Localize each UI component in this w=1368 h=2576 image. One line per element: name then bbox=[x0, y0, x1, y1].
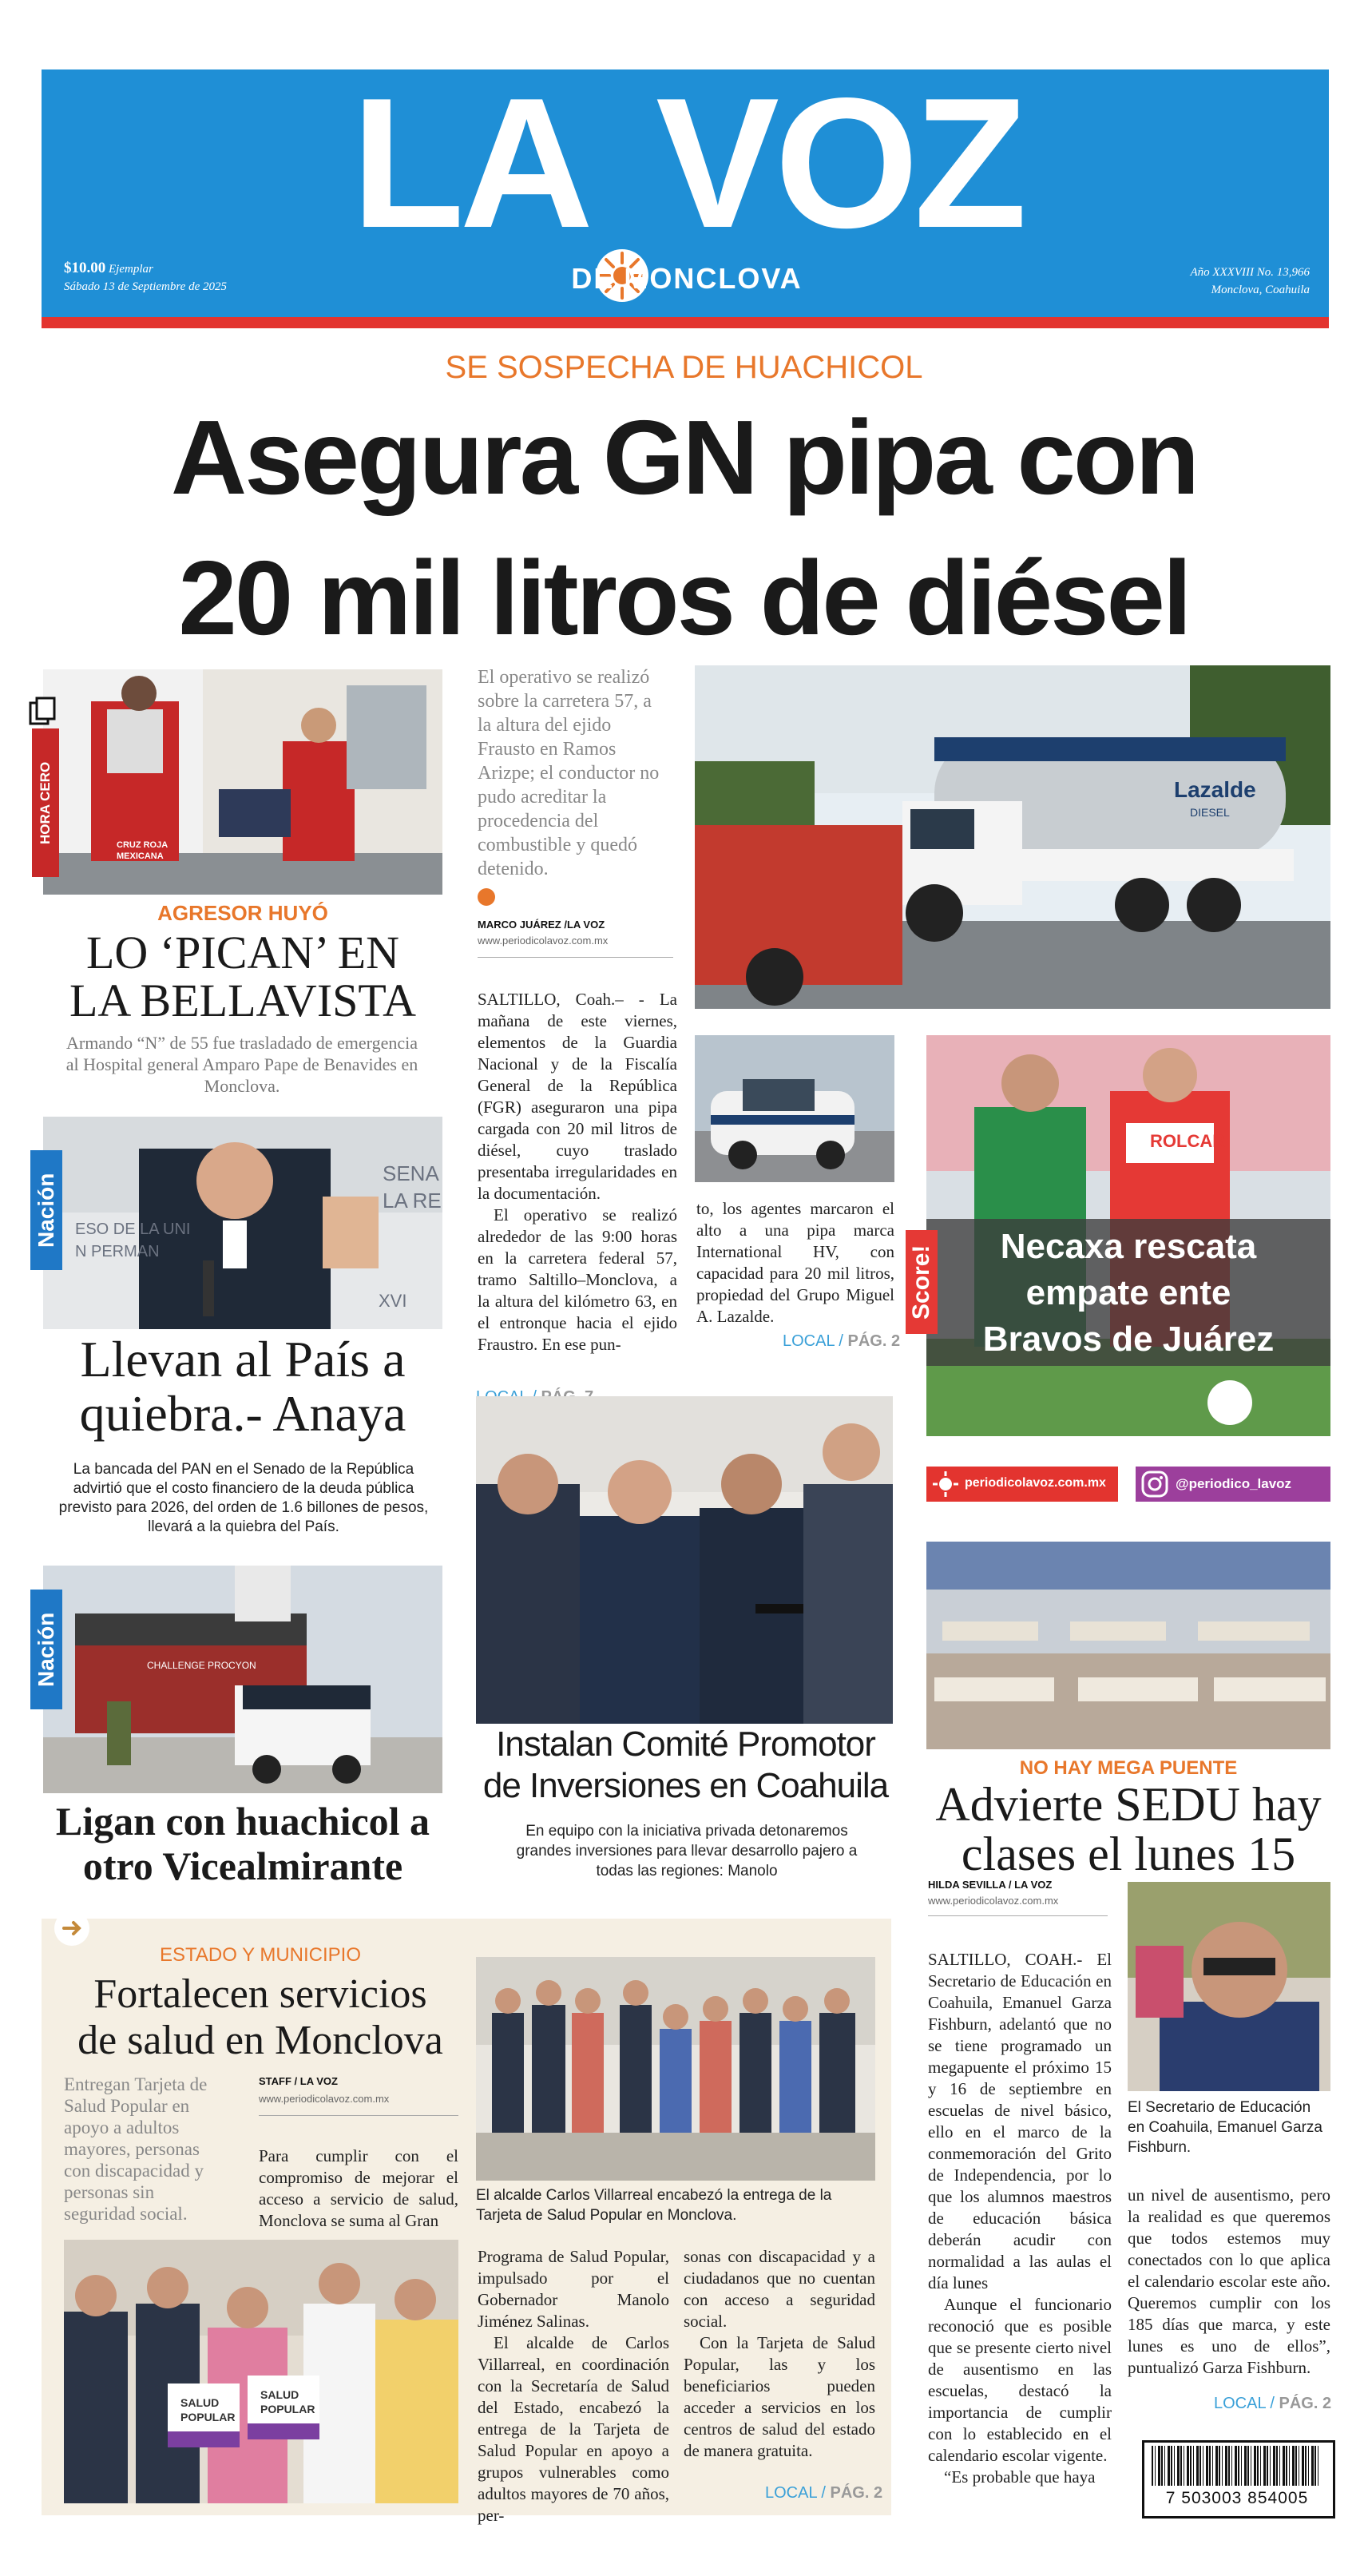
committee-deck: En equipo con la iniciativa privada detonaremos grandes inversiones para llevar desarrollo pajero a todas las regiones: Manolo bbox=[516, 1823, 858, 1879]
sedu-body-col2 bbox=[1128, 2185, 1330, 2379]
health-col1 bbox=[478, 2246, 669, 2526]
nacion-tab-2: Nación bbox=[30, 1590, 62, 1709]
health-byline bbox=[259, 2075, 338, 2087]
sedu-divider bbox=[928, 1915, 1108, 1916]
lead-url: www.periodicolavoz.com.mx bbox=[478, 935, 609, 947]
sports-headline-line2: empate ente bbox=[1025, 1273, 1231, 1312]
web-sun-icon bbox=[931, 1470, 960, 1498]
arrow-icon bbox=[54, 1911, 89, 1946]
vicealmirante-headline-line2: otro Vicealmirante bbox=[82, 1844, 403, 1888]
barcode-number: 7 503003 854005 bbox=[1165, 2489, 1309, 2507]
health-cards-photo bbox=[64, 2240, 458, 2503]
masthead-subtitle: DE MONCLOVA bbox=[571, 262, 803, 295]
lead-body-p1: SALTILLO, Coah.– - La mañana de este viernes, elementos de la Guardia Nacional y de la Fiscalía General de la República (FGR) aseguraron una pipa cargada con 20 mil litros de diésel, cuyo traslado presentaba irregularidades en la documentación. bbox=[478, 990, 677, 1203]
ambulance-photo-text1: CRUZ ROJA bbox=[117, 840, 169, 850]
sedu-byline-org: / LA VOZ bbox=[1008, 1879, 1053, 1891]
price: $10.00 bbox=[64, 260, 106, 276]
crime-headline bbox=[35, 929, 450, 1025]
lead-ref-page: PÁG. 2 bbox=[847, 1332, 901, 1350]
ship-name: CHALLENGE PROCYON bbox=[147, 1660, 256, 1671]
lead-body-col1 bbox=[478, 989, 677, 1355]
health-intro-p: Para cumplir con el compromiso de mejorar el acceso a servicio de salud, Monclova se suma al Gran bbox=[259, 2146, 458, 2230]
sedu-kicker: NO HAY MEGA PUENTE bbox=[1019, 1757, 1238, 1779]
barcode-bars bbox=[1152, 2446, 1321, 2486]
sedu-body-p1: SALTILLO, COAH.- El Secretario de Educación en Coahuila, Emanuel Garza Fishburn, adelantó que no se tiene programado un megapuente el próximo 15 y 16 de septiembre en escuelas de nivel básico, ello en el marco de la conmemoración del Grito de Independencia, por lo que los alumnos maestros de educación básica deberán acudir con normalidad a las aulas el día lunes bbox=[928, 1950, 1112, 2292]
anaya-backdrop3: ESO DE LA UNI bbox=[75, 1221, 191, 1238]
price-block bbox=[64, 260, 227, 296]
hora-cero-tab: HORA CERO bbox=[32, 728, 59, 877]
sports-headline-line3: Bravos de Juárez bbox=[982, 1320, 1275, 1359]
lead-ref-section: LOCAL bbox=[783, 1332, 835, 1350]
crime-headline-line1: LO ‘PICAN’ EN bbox=[86, 927, 399, 978]
sedu-url: www.periodicolavoz.com.mx bbox=[928, 1895, 1059, 1907]
health-group-caption: El alcalde Carlos Villarreal encabezó la entrega de la Tarjeta de Salud Popular en Monclova. bbox=[476, 2187, 832, 2224]
sports-headline bbox=[926, 1224, 1330, 1363]
lead-kicker: SE SOSPECHA DE HUACHICOL bbox=[445, 350, 923, 385]
nacion-tab-1: Nación bbox=[30, 1150, 62, 1270]
secretary-caption: El Secretario de Educación en Coahuila, Emanuel Garza Fishburn. bbox=[1128, 2099, 1322, 2156]
tanker-photo bbox=[695, 665, 1330, 1009]
anaya-deck: La bancada del PAN en el Senado de la República advirtió que el costo financiero de la deuda pública previsto para 2026, del orden de 1.6 billones de pesos, llevará a la quiebra del País. bbox=[58, 1461, 429, 1535]
health-col1-p2: El alcalde de Carlos Villarreal, en coordinación con la Secretaría de Salud del Estado, encabezó la entrega de la Tarjeta de Salud Popular en apoyo a grupos vulnerables como adultos mayores de 70 años, per- bbox=[478, 2333, 669, 2525]
anaya-headline-line1: Llevan al País a bbox=[80, 1331, 406, 1387]
health-url: www.periodicolavoz.com.mx bbox=[259, 2093, 390, 2105]
vicealmirante-headline bbox=[35, 1799, 450, 1888]
anaya-backdrop1: SENA bbox=[383, 1161, 439, 1185]
lead-body-p2: El operativo se realizó alrededor de las 9:00 horas en la carretera federal 57, tramo Saltillo–Monclova, a la altura del kilómetro 63, en el entronque hacia el ejido Fraustro. En ese pun- bbox=[478, 1205, 677, 1354]
anaya-backdrop2: LA RE bbox=[383, 1189, 442, 1213]
edition-number: Año XXXVIII No. 13,966 bbox=[1190, 266, 1310, 279]
committee-headline bbox=[468, 1724, 903, 1807]
sedu-ref-page: PÁG. 2 bbox=[1279, 2395, 1332, 2412]
anaya-photo bbox=[43, 1117, 442, 1329]
lead-body-p3: to, los agentes marcaron el alto a una pipa marca International HV, con capacidad para 20 mil litros, propiedad del Grupo Miguel A. Lazalde. bbox=[696, 1199, 894, 1326]
anaya-headline bbox=[35, 1332, 450, 1441]
health-kicker: ESTADO Y MUNICIPIO bbox=[159, 1944, 362, 1966]
sports-headline-line1: Necaxa rescata bbox=[1000, 1227, 1257, 1266]
lead-byline-name: MARCO JUÁREZ bbox=[478, 919, 561, 931]
ambulance-photo bbox=[43, 669, 442, 895]
lead-divider bbox=[478, 957, 673, 958]
health-col2-p1: sonas con discapacidad y a ciudadanos que no cuentan con acceso a seguridad social. bbox=[684, 2247, 875, 2331]
health-col2-p2: Con la Tarjeta de Salud Popular, las y los beneficiarios pueden acceder a servicios en los centros de salud del estado de manera gratuita. bbox=[684, 2333, 875, 2460]
sedu-headline-line1: Advierte SEDU hay bbox=[935, 1778, 1322, 1831]
masthead-title-left: LA bbox=[351, 60, 589, 267]
tanker-label2: DIESEL bbox=[1190, 806, 1230, 819]
health-headline bbox=[48, 1971, 473, 2064]
sedu-ref: LOCAL / PÁG. 2 bbox=[1214, 2395, 1332, 2412]
anaya-backdrop5: XVI bbox=[379, 1291, 407, 1311]
edition-location: Monclova, Coahuila bbox=[1211, 284, 1310, 296]
lead-body-col2 bbox=[696, 1198, 894, 1328]
health-headline-line2: de salud en Monclova bbox=[77, 2018, 443, 2063]
sedu-body-p2: Aunque el funcionario reconoció que es posible que se presente cierto nivel de ausentismo en las escuelas, destacó la importancia de cumplir con lo establecido en el calendario escolar vigente. bbox=[928, 2295, 1112, 2465]
anaya-backdrop4: N PERMAN bbox=[75, 1243, 160, 1260]
lead-headline-line1: Asegura GN pipa con bbox=[170, 399, 1198, 516]
vicealmirante-headline-line1: Ligan con huachicol a bbox=[55, 1799, 430, 1844]
lead-byline bbox=[478, 919, 605, 931]
sedu-headline bbox=[918, 1780, 1338, 1879]
lead-byline-org: /LA VOZ bbox=[564, 919, 605, 931]
health-byline-name: STAFF bbox=[259, 2075, 291, 2087]
lead-headline bbox=[16, 387, 1352, 669]
committee-headline-line1: Instalan Comité Promotor bbox=[496, 1725, 875, 1764]
classroom-photo bbox=[926, 1542, 1330, 1749]
jersey-text: ROLCAR bbox=[1150, 1131, 1226, 1151]
edition-block bbox=[1038, 264, 1310, 299]
ambulance-photo-text2: MEXICANA bbox=[117, 851, 164, 861]
sedu-byline-name: HILDA SEVILLA bbox=[928, 1879, 1006, 1891]
health-card2-text2: POPULAR bbox=[260, 2403, 315, 2415]
health-col2 bbox=[684, 2246, 875, 2462]
sun-logo-icon bbox=[593, 149, 651, 207]
crime-deck: Armando “N” de 55 fue trasladado de emergencia al Hospital general Amparo Pape de Benavides en Monclova. bbox=[65, 1033, 418, 1096]
sedu-byline bbox=[928, 1879, 1052, 1891]
health-card1-text2: POPULAR bbox=[180, 2411, 236, 2423]
health-ref-page: PÁG. 2 bbox=[830, 2484, 883, 2502]
masthead-title-right: VOZ bbox=[656, 60, 1023, 267]
health-byline-org: / LA VOZ bbox=[294, 2075, 338, 2087]
health-deck: Entregan Tarjeta de Salud Popular en apoyo a adultos mayores, personas con discapacidad y personas sin seguridad social. bbox=[64, 2074, 208, 2224]
issue-date: Sábado 13 de Septiembre de 2025 bbox=[64, 280, 227, 293]
sedu-body-col1 bbox=[928, 1949, 1112, 2488]
sedu-body-p4: un nivel de ausentismo, pero la realidad es que queremos que todos estemos muy conectados con lo que aplica el calendario escolar este año. Queremos cumplir con los 185 días que marca, y este lunes es uno de ellos”, puntualizó Garza Fishburn. bbox=[1128, 2185, 1330, 2377]
score-tab: Score! bbox=[906, 1230, 938, 1334]
price-unit: Ejemplar bbox=[109, 263, 153, 276]
masthead-rule bbox=[42, 317, 1329, 328]
web-badge-text[interactable]: periodicolavoz.com.mx bbox=[965, 1476, 1106, 1490]
copy-icon bbox=[29, 697, 57, 725]
health-card2-text1: SALUD bbox=[260, 2388, 299, 2401]
instagram-icon bbox=[1140, 1470, 1169, 1498]
sedu-headline-line2: clases el lunes 15 bbox=[961, 1828, 1296, 1880]
instagram-badge-text[interactable]: @periodico_lavoz bbox=[1176, 1476, 1292, 1491]
health-intro bbox=[259, 2145, 458, 2232]
crime-kicker: AGRESOR HUYÓ bbox=[157, 901, 328, 925]
health-col1-p1: Programa de Salud Popular, impulsado por el Gobernador Manolo Jiménez Salinas. bbox=[478, 2247, 669, 2331]
patrol-car-photo bbox=[695, 1035, 894, 1182]
orange-dot bbox=[478, 888, 495, 906]
committee-photo bbox=[476, 1396, 893, 1724]
sedu-ref-section: LOCAL bbox=[1214, 2395, 1266, 2412]
secretary-photo bbox=[1128, 1882, 1330, 2091]
ship-photo bbox=[43, 1566, 442, 1793]
health-ref: LOCAL / PÁG. 2 bbox=[765, 2484, 883, 2502]
committee-headline-line2: de Inversiones en Coahuila bbox=[482, 1766, 889, 1805]
anaya-headline-line2: quiebra.- Anaya bbox=[79, 1385, 406, 1442]
lead-deck: El operativo se realizó sobre la carretera 57, a la altura del ejido Frausto en Ramos Arizpe; el conductor no pudo acreditar la procedencia del combustible y quedó detenido. bbox=[478, 667, 660, 879]
crime-headline-line2: LA BELLAVISTA bbox=[69, 974, 417, 1026]
masthead-title bbox=[295, 60, 1078, 267]
lead-ref: LOCAL / PÁG. 2 bbox=[783, 1332, 901, 1350]
health-group-photo bbox=[476, 1957, 875, 2181]
sedu-body-p3: “Es probable que haya bbox=[944, 2467, 1096, 2487]
health-ref-section: LOCAL bbox=[765, 2484, 817, 2502]
health-card1-text1: SALUD bbox=[180, 2396, 220, 2409]
health-headline-line1: Fortalecen servicios bbox=[93, 1971, 427, 2017]
tanker-label1: Lazalde bbox=[1174, 777, 1256, 802]
health-divider bbox=[259, 2115, 458, 2116]
lead-headline-line2: 20 mil litros de diésel bbox=[178, 539, 1190, 657]
